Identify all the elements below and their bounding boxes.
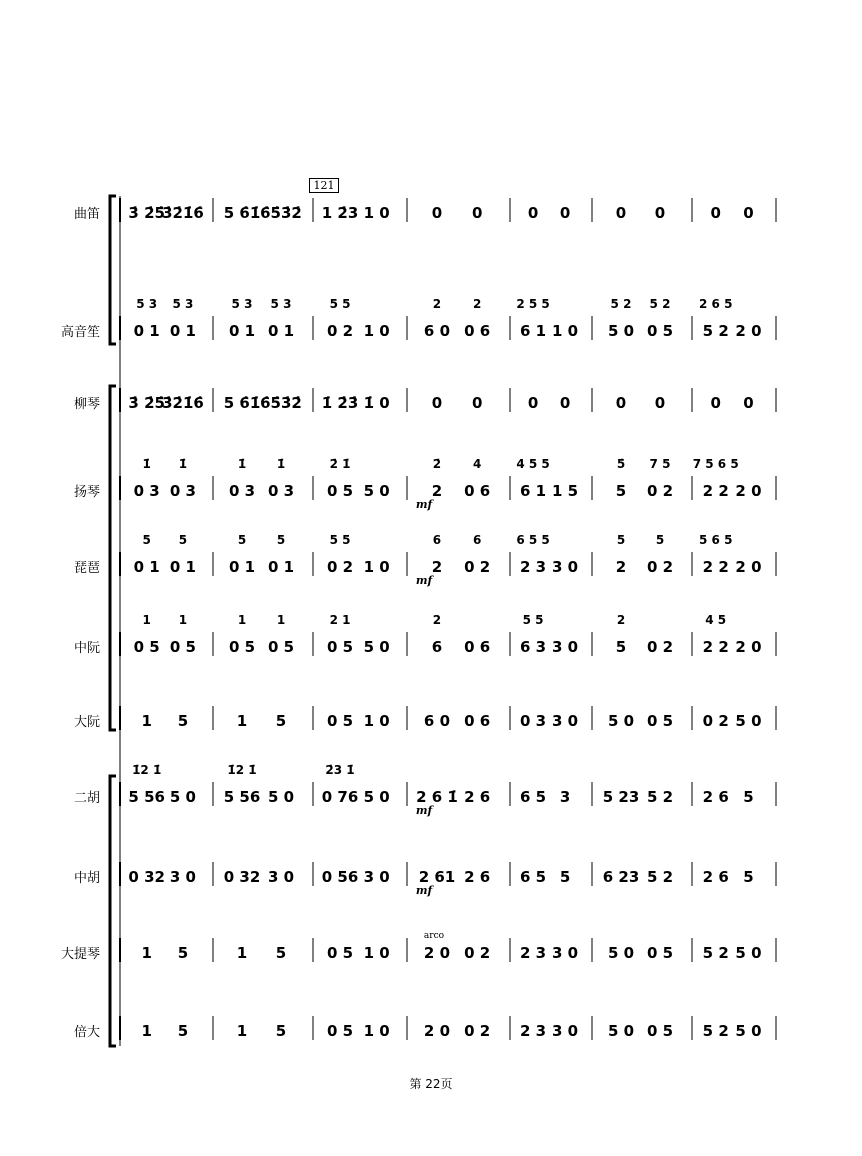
note-group: 0 3 — [133, 482, 160, 500]
note-group: 1 0 — [363, 204, 390, 222]
note-group: 0 — [431, 394, 443, 412]
harmony-note: 4 — [472, 457, 482, 471]
note-group: 0 5 — [646, 944, 674, 962]
note-group: 5 2 — [646, 868, 674, 886]
harmony-note: 6 — [432, 533, 442, 547]
harmony-note: 5 6 5 — [699, 533, 733, 547]
note-group: 5 — [275, 1022, 287, 1040]
note-group: 2 0 — [735, 558, 762, 576]
note-group: 2 0 — [735, 638, 762, 656]
instrument-label: 倍大 — [73, 1025, 100, 1040]
note-group: 0 5 — [326, 638, 354, 656]
note-group: 5 23 — [602, 788, 640, 806]
note-group: 0 2 — [464, 1022, 491, 1040]
note-group: 1 2̇3 — [321, 204, 359, 222]
note-group: 6 1 — [520, 482, 547, 500]
note-group: 0 — [743, 394, 754, 412]
note-group: 6̇5̇3̇2̇ — [260, 204, 302, 222]
note-group: 0 — [710, 394, 721, 412]
harmony-note: 5 — [276, 533, 286, 547]
note-group: 0 5 — [326, 712, 354, 730]
note-group: 0 5 — [326, 482, 354, 500]
note-group: 0 56 — [321, 868, 359, 886]
note-group: 0 1 — [228, 322, 256, 340]
note-group: 0 5 — [228, 638, 256, 656]
note-group: 2 6 — [702, 788, 729, 806]
note-group: 0 76 — [321, 788, 359, 806]
instrument-label: 曲笛 — [73, 207, 100, 222]
note-group: 1 0 — [363, 944, 390, 962]
note-group: 0 2 — [702, 712, 729, 730]
note-group: 0 — [527, 394, 539, 412]
note-group: 0 2 — [326, 558, 354, 576]
note-group: 3̇ 2̇5̇ — [128, 204, 165, 222]
harmony-note: 1̇ — [237, 457, 247, 471]
harmony-note: 2̇ 1̇ — [329, 457, 351, 471]
note-group: 5 — [615, 638, 627, 656]
note-group: 1 0 — [363, 712, 390, 730]
note-group: 6 1 — [520, 322, 547, 340]
page-number: 第 22页 — [409, 1077, 453, 1091]
dynamic-marking: mf — [415, 804, 433, 817]
note-group: 2 — [431, 558, 443, 576]
note-group: 2 6 — [464, 788, 491, 806]
harmony-note: 7 5 6 5 — [692, 457, 739, 471]
note-group: 0 — [654, 394, 666, 412]
harmony-note: 1̇ — [178, 457, 188, 471]
harmony-note: 1 — [178, 613, 188, 627]
harmony-note: 5 3 — [231, 297, 253, 311]
instrument-label: 柳琴 — [73, 397, 100, 412]
note-group: 5 — [177, 944, 189, 962]
note-group: 0 3 — [169, 482, 197, 500]
harmony-note: 5 3 — [270, 297, 292, 311]
harmony-note: 2 5 5 — [516, 297, 550, 311]
note-group: 3̇ 2̇5̇ — [128, 394, 165, 412]
note-group: 5 — [275, 712, 287, 730]
note-group: 3 0 — [551, 1022, 579, 1040]
note-group: 2 6 — [702, 868, 729, 886]
note-group: 0 6 — [464, 322, 491, 340]
instrument-label: 扬琴 — [73, 485, 100, 500]
note-group: 1 — [236, 1022, 248, 1040]
harmony-note: 2 — [616, 613, 626, 627]
note-group: 2 3 — [520, 1022, 547, 1040]
note-group: 6 0 — [423, 322, 451, 340]
harmony-note: 6 — [472, 533, 482, 547]
note-group: 0 — [559, 394, 571, 412]
note-group: 3 0 — [169, 868, 197, 886]
note-group: 5 0 — [607, 322, 635, 340]
note-group: 5 0 — [267, 788, 295, 806]
harmony-note: 2̇3 1̇ — [325, 763, 355, 777]
note-group: 0 — [471, 394, 483, 412]
note-group: 5 — [743, 868, 754, 886]
note-group: 5 — [559, 868, 571, 886]
note-group: 2 — [615, 558, 627, 576]
note-group: 2 0 — [735, 322, 762, 340]
instrument-label: 高音笙 — [60, 325, 100, 340]
note-group: 5 — [177, 712, 189, 730]
harmony-note: 2 6 5 — [699, 297, 733, 311]
note-group: 0 2 — [646, 638, 674, 656]
note-group: 6 — [431, 638, 443, 656]
note-group: 3 0 — [551, 638, 579, 656]
harmony-note: 1 — [142, 613, 151, 627]
note-group: 3 0 — [551, 558, 579, 576]
note-group: 0 6 — [464, 638, 491, 656]
note-group: 0 2 — [464, 944, 491, 962]
note-group: 1 0 — [363, 558, 390, 576]
harmony-note: 2 — [432, 613, 442, 627]
arco-marking: arco — [423, 931, 445, 941]
note-group: 3 0 — [267, 868, 295, 886]
note-group: 0 5 — [326, 944, 354, 962]
note-group: 1 5 — [551, 482, 579, 500]
note-group: 0 — [471, 204, 483, 222]
harmony-note: 2̇ — [432, 457, 442, 471]
note-group: 5 — [177, 1022, 189, 1040]
bracket-strings — [110, 776, 116, 1046]
note-group: 5 0 — [735, 944, 762, 962]
harmony-note: 5 — [655, 533, 665, 547]
instrument-label: 大阮 — [73, 715, 100, 730]
note-group: 0 32 — [223, 868, 261, 886]
harmony-note: 1̇2 1̇ — [132, 763, 162, 777]
bracket-plucked — [110, 386, 116, 730]
note-group: 0 3 — [520, 712, 547, 730]
note-group: 1 — [236, 712, 248, 730]
note-group: 1 — [141, 944, 152, 962]
note-group: 5 2 — [702, 944, 729, 962]
note-group: 0 1 — [133, 322, 160, 340]
note-group: 2 3 — [520, 944, 547, 962]
note-group: 3 0 — [551, 712, 579, 730]
note-group: 3 — [559, 788, 571, 806]
note-group: 2 3 — [520, 558, 547, 576]
note-group: 5 56 — [223, 788, 261, 806]
note-group: 0 — [615, 204, 627, 222]
note-group: 1 — [236, 944, 248, 962]
note-group: 5 6̇1̇ — [223, 204, 261, 222]
harmony-note: 5 2 — [610, 297, 632, 311]
note-group: 0 — [615, 394, 627, 412]
harmony-note: 5 — [178, 533, 188, 547]
harmony-note: 5 5 — [329, 533, 351, 547]
note-group: 2 — [431, 482, 443, 500]
harmony-note: 5 — [616, 533, 626, 547]
note-group: 0 1 — [267, 558, 295, 576]
harmony-note: 2 — [432, 297, 442, 311]
note-group: 5 0 — [607, 944, 635, 962]
note-group: 0 — [710, 204, 721, 222]
note-group: 0 — [431, 204, 443, 222]
note-group: 6 5 — [520, 788, 547, 806]
note-group: 5 56 — [128, 788, 165, 806]
note-group: 5 0 — [607, 1022, 635, 1040]
harmony-note: 5 5 — [522, 613, 544, 627]
note-group: 5 2 — [702, 322, 729, 340]
note-group: 0 5 — [326, 1022, 354, 1040]
note-group: 6 0 — [423, 712, 451, 730]
note-group: 0 1 — [267, 322, 295, 340]
harmony-note: 5 — [142, 533, 151, 547]
note-group: 5 — [275, 944, 287, 962]
dynamic-marking: mf — [415, 884, 433, 897]
note-group: 0 5 — [646, 322, 674, 340]
note-group: 0 6 — [464, 482, 491, 500]
note-group: 0 5 — [646, 1022, 674, 1040]
note-group: 1 — [141, 712, 152, 730]
note-group: 0 — [654, 204, 666, 222]
note-group: 0 2 — [326, 322, 354, 340]
note-group: 2 6 — [464, 868, 491, 886]
note-group: 2 2 — [702, 558, 729, 576]
note-group: 6 3 — [520, 638, 547, 656]
note-group: 1 0 — [363, 1022, 390, 1040]
note-group: 0 3 — [267, 482, 295, 500]
note-group: 0 — [743, 204, 754, 222]
instrument-label: 大提琴 — [60, 947, 100, 962]
note-group: 2 2 — [702, 482, 729, 500]
note-group: 5 0 — [607, 712, 635, 730]
harmony-note: 1̇ — [276, 457, 286, 471]
note-group: 1̇ 2̇3̇ — [321, 394, 359, 412]
note-group: 5 0 — [169, 788, 197, 806]
note-group: 0 1 — [169, 322, 197, 340]
note-group: 5 — [743, 788, 754, 806]
note-group: 2 0 — [423, 1022, 451, 1040]
note-group: 5 0 — [363, 482, 390, 500]
harmony-note: 4 5 5 — [516, 457, 550, 471]
note-group: 0 3 — [228, 482, 256, 500]
dynamic-marking: mf — [415, 498, 433, 511]
note-group: 0 2 — [646, 558, 674, 576]
instrument-label: 中胡 — [73, 871, 100, 886]
note-group: 6 23 — [602, 868, 640, 886]
note-group: 3 0 — [551, 944, 579, 962]
note-group: 5 6̇1̇ — [223, 394, 261, 412]
note-group: 0 5 — [169, 638, 197, 656]
instrument-label: 二胡 — [73, 791, 100, 806]
note-group: 0 5 — [267, 638, 295, 656]
harmony-note: 2 1 — [329, 613, 351, 627]
harmony-note: 5 5 — [329, 297, 351, 311]
note-group: 1 — [141, 1022, 152, 1040]
dynamic-marking: mf — [415, 574, 433, 587]
note-group: 5 2 — [646, 788, 674, 806]
instrument-label: 琵琶 — [73, 561, 100, 576]
note-group: 0 5 — [133, 638, 160, 656]
note-group: 0 1 — [133, 558, 160, 576]
harmony-note: 1̇ — [142, 457, 151, 471]
note-group: 0 6 — [464, 712, 491, 730]
bracket-winds — [110, 196, 116, 344]
harmony-note: 1 — [276, 613, 286, 627]
harmony-note: 6 5 5 — [516, 533, 550, 547]
rehearsal-mark: 121 — [309, 178, 339, 193]
note-group: 6̇5̇3̇2̇ — [260, 394, 302, 412]
note-group: 5 0 — [735, 1022, 762, 1040]
note-group: 1̇ 0 — [363, 394, 390, 412]
note-group: 2 0 — [423, 944, 451, 962]
note-group: 1 0 — [363, 322, 390, 340]
harmony-note: 5 3 — [172, 297, 194, 311]
harmony-note: 7 5 — [649, 457, 671, 471]
instrument-label: 中阮 — [73, 641, 100, 656]
note-group: 2 0 — [735, 482, 762, 500]
note-group: 2 61 — [418, 868, 456, 886]
note-group: 0 — [527, 204, 539, 222]
note-group: 6 5 — [520, 868, 547, 886]
note-group: 0 5 — [646, 712, 674, 730]
harmony-note: 1̇2 1̇ — [227, 763, 257, 777]
harmony-note: 5̇ — [616, 457, 626, 471]
note-group: 5 0 — [363, 788, 390, 806]
note-group: 0 2 — [464, 558, 491, 576]
harmony-note: 1 — [237, 613, 247, 627]
note-group: 1 0 — [551, 322, 579, 340]
note-group: 0 2 — [646, 482, 674, 500]
note-group: 5 2 — [702, 1022, 729, 1040]
note-group: 0 — [559, 204, 571, 222]
note-group: 5 — [615, 482, 627, 500]
harmony-note: 2 — [472, 297, 482, 311]
note-group: 0 1 — [228, 558, 256, 576]
harmony-note: 5 2 — [649, 297, 671, 311]
note-group: 2 6 1̇ — [416, 788, 458, 806]
note-group: 3 0 — [363, 868, 390, 886]
harmony-note: 4 5 — [705, 613, 727, 627]
note-group: 5 0 — [363, 638, 390, 656]
note-group: 2 2 — [702, 638, 729, 656]
note-group: 3̇2̇1̇6̇ — [162, 204, 204, 222]
harmony-note: 5 — [237, 533, 247, 547]
harmony-note: 5 3 — [136, 297, 158, 311]
note-group: 0 32 — [128, 868, 165, 886]
note-group: 3̇2̇1̇6̇ — [162, 394, 204, 412]
note-group: 0 1 — [169, 558, 197, 576]
note-group: 5 0 — [735, 712, 762, 730]
